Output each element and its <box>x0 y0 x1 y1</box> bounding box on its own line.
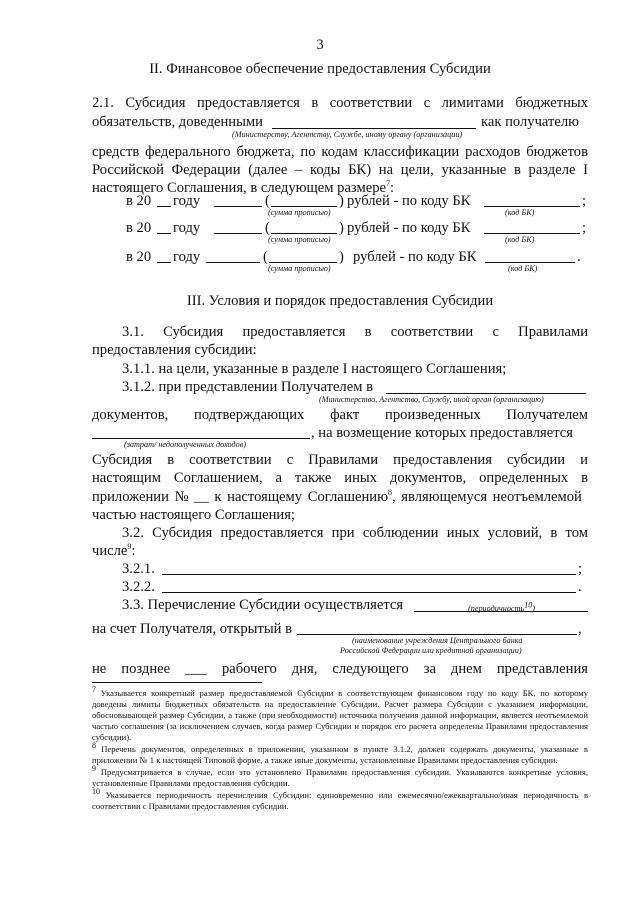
p321-label: 3.2.1. <box>122 561 155 577</box>
footnote-10 <box>92 787 589 812</box>
p312-line-6-end: , являющемуся неотъемлемой <box>391 489 582 505</box>
section-2-heading: II. Финансовое обеспечение предоставления Субсидии <box>149 61 491 77</box>
footnote-7-number: 7 <box>92 685 96 695</box>
p321-fill-line <box>162 574 576 575</box>
p312-line-5: настоящим Соглашением, а также иных документов, определенных в <box>92 470 588 486</box>
p21-line-3: средств федерального бюджета, по кодам классификации расходов бюджетов <box>92 144 588 160</box>
row-1-year-line <box>157 206 171 207</box>
caption-costs: (затрат/ недополученных доходов) <box>124 440 247 449</box>
row-1-blank-line <box>214 206 262 207</box>
p322-label: 3.2.2. <box>122 579 155 595</box>
footnote-8-text: Перечень документов, определенных в приложении, указанном в пункте 3.1.2, должен содержать документы, указанные в приложении № 1 к настоящей Типовой форме, а также иные документы, установленные Правилами предоставления субсидии. <box>92 744 588 765</box>
footnote-ref-7: 7 <box>385 179 390 189</box>
p32-line-2 <box>92 542 135 560</box>
footnote-9-number: 9 <box>92 764 96 774</box>
footnote-9-text: Предусматривается в случае, если это установлено Правилами предоставления субсидии. Указываются конкретные условия, установленные Правилами предоставления субсидии. <box>92 767 589 788</box>
footnote-ref-9: 9 <box>127 542 132 552</box>
p312-line-3: , на возмещение которых предоставляется <box>311 425 573 441</box>
row-1-paren-close: ) <box>339 193 344 209</box>
row-3-year-suffix: году <box>173 249 201 265</box>
footnote-8 <box>92 741 588 766</box>
p312-line-2: документов, подтверждающих факт произведенных Получателем <box>92 407 588 423</box>
row-3-end: . <box>577 249 581 265</box>
ministry-fill-line <box>272 128 476 129</box>
row-1-paren-open: ( <box>265 193 270 209</box>
row-3-text: рублей - по коду БК <box>353 249 477 265</box>
footnote-8-number: 8 <box>92 741 96 751</box>
p33-line-3: не позднее ___ рабочего дня, следующего за днем представления <box>92 661 588 677</box>
p21-line-2b: как получателю <box>481 114 580 130</box>
page-number: 3 <box>316 37 324 53</box>
p312-line-7: частью настоящего Соглашения; <box>92 507 295 523</box>
row-3-year-line <box>157 262 171 263</box>
footnotes <box>92 685 589 812</box>
p312-line-4: Субсидия в соответствии с Правилами предоставления субсидии и <box>92 452 588 468</box>
row-2-text: рублей - по коду БК <box>347 220 471 236</box>
row-3-paren-open: ( <box>263 249 268 265</box>
row-1-caption-code: (код БК) <box>505 208 535 217</box>
p33-line-2-end: , <box>578 621 582 637</box>
row-1-code-line <box>484 206 580 207</box>
row-3-code-line <box>485 262 575 263</box>
bank-fill-line <box>297 634 577 635</box>
footnote-7-text: Указывается конкретный размер предоставляемой Субсидии в соответствующем финансовом году по коду БК, по которому доведены лимиты бюджетных обязательств на предоставление Субсидии. Расчет размера Субсидии с указанием информации, обосновывающей размер Субсидии, а также (при необходимости) источника получения данной информации, является неотъемлемой частью соглашения (за исключением случаев, когда размер Субсидии и порядок его расчета определены Правилами предоставления субсидии). <box>92 688 588 742</box>
row-2-year-suffix: году <box>173 220 201 236</box>
caption-period-text: (периодичность <box>468 604 525 613</box>
p32-line-2-text: числе <box>92 543 128 559</box>
row-2-blank-line <box>214 233 262 234</box>
row-2-caption-code: (код БК) <box>505 235 535 244</box>
footnote-10-number: 10 <box>92 787 100 797</box>
caption-bank-1: (наименование учреждения Центрального банка <box>352 636 523 645</box>
footnote-separator <box>92 682 262 683</box>
footnote-9 <box>92 764 589 789</box>
row-1-end: ; <box>582 193 587 209</box>
row-2-paren-open: ( <box>265 220 270 236</box>
p33-line-2: на счет Получателя, открытый в <box>92 621 292 637</box>
row-1-caption-sum: (сумма прописью) <box>268 208 331 217</box>
footnote-7 <box>92 685 588 743</box>
row-2-sum-line <box>271 233 337 234</box>
p31-line-1: 3.1. Субсидия предоставляется в соответствии с Правилами <box>122 324 588 340</box>
row-2-year-line <box>157 233 171 234</box>
p21-line-2a: обязательств, доведенными <box>92 114 263 130</box>
p31-line-2: предоставления субсидии: <box>92 342 257 358</box>
p312-line-1: 3.1.2. при представлении Получателем в <box>122 379 373 395</box>
caption-period-end: ) <box>532 604 535 613</box>
p21-line-5-end: : <box>389 180 395 196</box>
p32-line-1: 3.2. Субсидия предоставляется при соблюдении иных условий, в том <box>122 525 588 541</box>
caption-bank-2: Российской Федерации или кредитной организации) <box>340 646 522 655</box>
p311: 3.1.1. на цели, указанные в разделе I настоящего Соглашения; <box>122 361 507 377</box>
row-1-year-suffix: году <box>173 193 201 209</box>
row-3-paren-close: ) <box>339 249 344 265</box>
costs-fill-line <box>92 438 310 439</box>
section-3-heading: III. Условия и порядок предоставления Субсидии <box>186 293 494 309</box>
caption-organ: (Министерство, Агентство, Службу, иной орган (организацию) <box>319 395 544 404</box>
p321-end: ; <box>578 561 583 577</box>
p33-line-1: 3.3. Перечисление Субсидии осуществляется <box>122 597 404 613</box>
row-3-sum-line <box>269 262 337 263</box>
row-1-text: рублей - по коду БК <box>347 193 471 209</box>
p21-line-4: Российской Федерации (далее – коды БК) на цели, указанные в разделе I <box>92 162 588 178</box>
row-1-year-prefix: в 20 <box>126 193 152 209</box>
row-1-sum-line <box>271 206 337 207</box>
p21-line-1: 2.1. Субсидия предоставляется в соответствии с лимитами бюджетных <box>92 95 588 111</box>
row-2-code-line <box>484 233 580 234</box>
footnote-ref-8: 8 <box>387 488 392 498</box>
organ-fill-line <box>386 393 586 394</box>
p312-line-6-text: приложении № __ к настоящему Соглашению <box>92 489 388 505</box>
p21-line-5-text: настоящего Соглашения, в следующем размере <box>92 180 386 196</box>
p32-line-2-end: : <box>131 543 136 559</box>
footnote-10-text: Указывается периодичность перечисления Субсидии: единовременно или ежемесячно/ежеквартально/иная периодичность в соответствии с Правилами предоставления субсидии. <box>92 790 589 811</box>
row-2-year-prefix: в 20 <box>126 220 152 236</box>
row-2-end: ; <box>582 220 587 236</box>
caption-ministry: (Министерству, Агентству, Службе, иному органу (организации) <box>232 130 463 139</box>
caption-period <box>468 600 535 614</box>
row-3-blank-line <box>206 262 260 263</box>
p312-line-6 <box>92 488 588 506</box>
row-3-caption-code: (код БК) <box>508 264 538 273</box>
p322-end: . <box>578 579 582 595</box>
row-2-caption-sum: (сумма прописью) <box>268 235 331 244</box>
row-3-caption-sum: (сумма прописью) <box>268 264 331 273</box>
p322-fill-line <box>162 592 576 593</box>
row-2-paren-close: ) <box>339 220 344 236</box>
row-3-year-prefix: в 20 <box>126 249 152 265</box>
footnote-ref-10: 10 <box>524 600 533 610</box>
